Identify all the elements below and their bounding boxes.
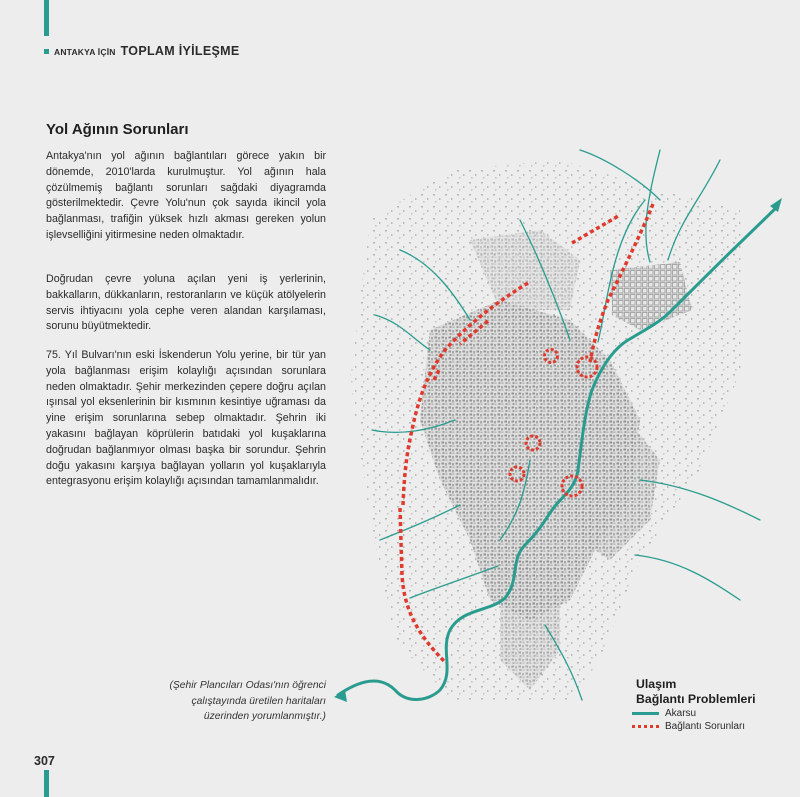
header-prefix: ANTAKYA İÇİN bbox=[54, 47, 116, 57]
legend-title-line1: Ulaşım bbox=[636, 677, 677, 691]
legend-item-problem bbox=[632, 720, 756, 733]
river-arrow-ne-icon bbox=[770, 198, 782, 212]
bottom-accent-bar bbox=[44, 770, 49, 797]
header-title: TOPLAM İYİLEŞME bbox=[120, 44, 240, 58]
map-caption: (Şehir Plancıları Odası'nın öğrenci çalıştayında üretilen haritaları üzerinden yorumlanmıştır.) bbox=[169, 680, 326, 722]
legend-river-label: Akarsu bbox=[665, 708, 697, 719]
problem-swatch-icon bbox=[632, 725, 659, 728]
legend-problem-label: Bağlantı Sorunları bbox=[665, 721, 746, 732]
legend-title-line2: Bağlantı Problemleri bbox=[636, 692, 756, 706]
paragraph-3: 75. Yıl Bulvarı'nın eski İskenderun Yolu yerine, bir tür yan yola bağlanması erişim kolaylığı açısından sorunlara neden olmaktadır. Şehir merkezinden çepere doğru açılan ışınsal yol eksenlerinin bir kısmının kesintiye uğraması da yine erişim sorunlarına sebep olmaktadır. Şehrin iki yakasını bağlayan köprülerin batıdaki yol kuşaklarına doğrudan bağlanmıyor olması başka bir sorundur. Şehrin doğu yakasını karşıya bağlayan yolların yol kuşaklarıyla entegrasyonu erişim kolaylığı açısından tamamlanmalıdır. bbox=[46, 349, 326, 488]
map-legend bbox=[636, 677, 756, 733]
legend-item-river bbox=[632, 707, 756, 720]
page-number: 307 bbox=[34, 754, 55, 768]
section-title: Yol Ağının Sorunları bbox=[46, 121, 189, 138]
river-swatch-icon bbox=[632, 712, 659, 715]
paragraph-2: Doğrudan çevre yoluna açılan yeni iş yerlerinin, bakkalların, dükkanların, restoranların ve küçük atölyelerin servis ihtiyacını yola cephe veren alandan karşılaması, sorunu büyütmektedir. bbox=[46, 273, 326, 333]
paragraph-1: Antakya'nın yol ağının bağlantıları görece yakın bir dönemde, 2010'larda kurulmuştur. Yol ağının hala çözülmemiş bağlantı sorunları sağdaki diyagramda gösterilmektedir. Çevre Yolu'nun çok sayıda ikincil yola bağlanması, trafiğin yüksek hızlı akması gereken yolun işlevselliğini yitirmesine neden olmaktadır. bbox=[46, 150, 326, 241]
